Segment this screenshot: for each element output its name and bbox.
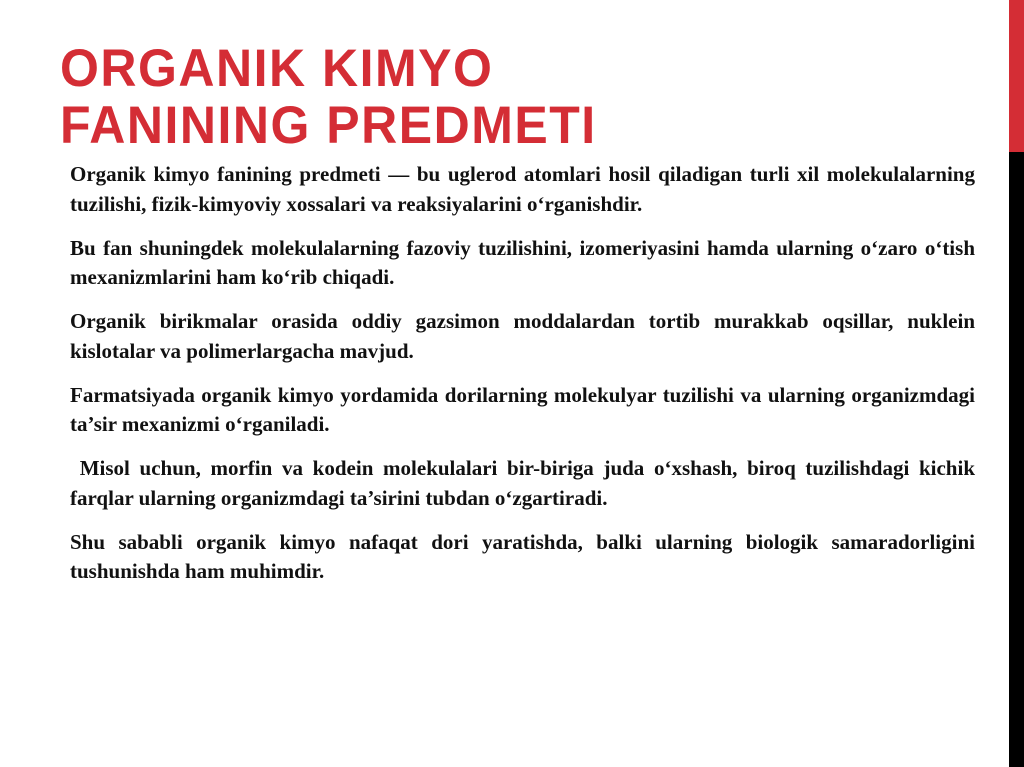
accent-bar-black bbox=[1009, 152, 1024, 767]
slide-title bbox=[60, 40, 597, 153]
paragraph: Bu fan shuningdek molekulalarning fazoviy tuzilishini, izomeriyasini hamda ularning o‘zaro o‘tish mexanizmlarini ham ko‘rib chiqadi. bbox=[70, 235, 975, 289]
paragraph: Organik birikmalar orasida oddiy gazsimon moddalardan tortib murakkab oqsillar, nuklein kislotalar va polimerlargacha mavjud. bbox=[70, 309, 975, 363]
accent-bar-red bbox=[1009, 0, 1024, 152]
title-line-2: FANINING PREDMETI bbox=[60, 95, 597, 155]
paragraph: Farmatsiyada organik kimyo yordamida dorilarning molekulyar tuzilishi va ularning organizmdagi ta’sir mexanizmi o‘rganiladi. bbox=[70, 382, 975, 436]
paragraph: Misol uchun, morfin va kodein molekulalari bir-biriga juda o‘xshash, biroq tuzilishdagi kichik farqlar ularning organizmdagi ta’sirini tubdan o‘zgartiradi. bbox=[70, 456, 981, 510]
title-line-1: ORGANIK KIMYO bbox=[60, 38, 494, 98]
slide-body bbox=[70, 160, 981, 601]
paragraph: Organik kimyo fanining predmeti — bu uglerod atomlari hosil qiladigan turli xil molekulalarning tuzilishi, fizik-kimyoviy xossalari va reaksiyalarini o‘rganishdir. bbox=[70, 162, 975, 216]
paragraph: Shu sababli organik kimyo nafaqat dori yaratishda, balki ularning biologik samaradorligini tushunishda ham muhimdir. bbox=[70, 529, 975, 583]
